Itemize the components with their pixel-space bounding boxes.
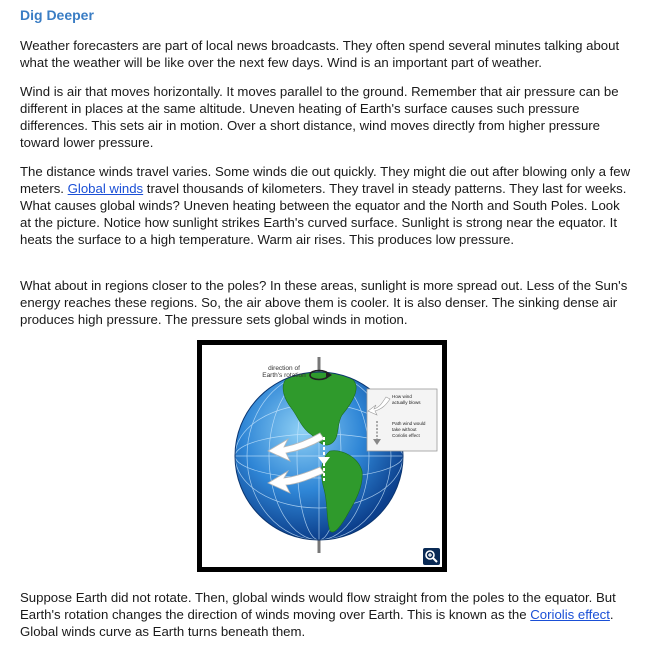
rotation-label-line-1: direction of bbox=[268, 365, 300, 372]
legend-path-line-3: Coriolis effect bbox=[392, 433, 420, 438]
global-winds-link[interactable]: Global winds bbox=[67, 181, 144, 196]
legend-path-line-1: Path wind would bbox=[392, 421, 426, 426]
paragraph-3-text-b: travel thousands of kilometers. They travel in steady patterns. They last for weeks. What causes global winds? Uneven heating between the equator and the North and South Poles. Look at the picture. Notice how sunlight strikes Earth's curved surface. Sunlight is strong near the equator. It heats the surface to a high temperature. Warm air rises. This produces low pressure. bbox=[20, 181, 627, 247]
coriolis-effect-link[interactable]: Coriolis effect bbox=[530, 607, 610, 622]
paragraph-2: Wind is air that moves horizontally. It moves parallel to the ground. Remember that air pressure can be different in places at the same altitude. Uneven heating of Earth's surface causes such pressure differences. This sets air in motion. Over a short distance, wind moves directly from higher pressure toward lower pressure. bbox=[20, 84, 619, 150]
coriolis-globe-illustration bbox=[202, 345, 442, 567]
legend-path-line-2: take without bbox=[392, 427, 417, 432]
paragraph-1: Weather forecasters are part of local news broadcasts. They often spend several minutes talking about what the weather will be like over the next few days. Wind is an important part of weather. bbox=[20, 38, 620, 70]
legend-actual-line-2: actually blows bbox=[392, 400, 421, 405]
paragraph-5 bbox=[20, 589, 632, 640]
legend-actual-line-1: How wind bbox=[392, 394, 412, 399]
zoom-in-icon[interactable] bbox=[423, 548, 440, 565]
section-heading: Dig Deeper bbox=[20, 7, 94, 23]
paragraph-3-text-a: The distance winds travel varies. Some winds die out quickly. They might die out after blowing only a few meters. bbox=[20, 164, 631, 196]
paragraph-5-text-a: Suppose Earth did not rotate. Then, global winds would flow straight from the poles to the equator. But Earth's rotation changes the direction of winds moving over Earth. This is known as the bbox=[20, 590, 616, 622]
rotation-label-line-2: Earth's rotation bbox=[262, 372, 306, 379]
paragraph-3 bbox=[20, 163, 632, 248]
paragraph-5-text-b: . Global winds curve as Earth turns beneath them. bbox=[20, 607, 614, 639]
paragraph-4: What about in regions closer to the poles? In these areas, sunlight is more spread out. Less of the Sun's energy reaches these regions. So, the air above them is cooler. It is also denser. The sinking dense air produces high pressure. The pressure sets global winds in motion. bbox=[20, 278, 628, 327]
globe-figure[interactable] bbox=[197, 340, 447, 572]
